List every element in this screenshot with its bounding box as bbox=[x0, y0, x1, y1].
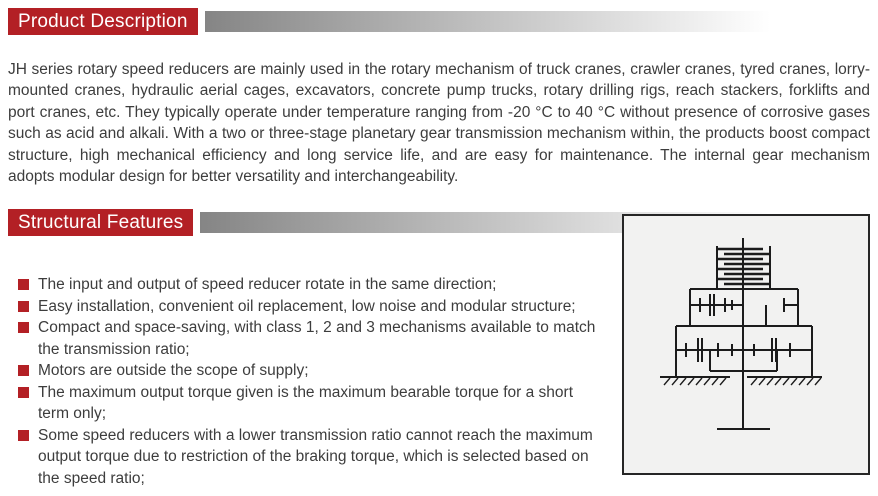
bullet-square-icon bbox=[18, 365, 29, 376]
feature-item bbox=[18, 296, 606, 318]
product-description-title: Product Description bbox=[8, 8, 198, 35]
feature-item-text: Motors are outside the scope of supply; bbox=[38, 362, 309, 379]
feature-item bbox=[18, 274, 606, 296]
structural-features-title: Structural Features bbox=[8, 209, 193, 236]
feature-item-text: Easy installation, convenient oil replacement, low noise and modular structure; bbox=[38, 297, 576, 315]
feature-item bbox=[18, 382, 606, 425]
bullet-square-icon bbox=[18, 301, 29, 312]
product-description-paragraph: JH series rotary speed reducers are mainly used in the rotary mechanism of truck cranes, crawler cranes, tyred cranes, lorry-mounted cranes, hydraulic aerial cages, excavators, concrete pump trucks, rotary drilling rigs, reach stackers, forklifts and port cranes, etc. They typically operate under temperature ranging from -20 °C to 40 °C without presence of corrosive gases such as acid and alkali. With a two or three-stage planetary gear transmission mechanism within, the products boost compact structure, high mechanical efficiency and long service life, and are easy for maintenance. The internal gear mechanism adopts modular design for better versatility and interchangeability. bbox=[8, 61, 870, 186]
bullet-square-icon bbox=[18, 279, 29, 290]
feature-item bbox=[18, 425, 606, 490]
feature-item bbox=[18, 317, 606, 360]
bullet-square-icon bbox=[18, 387, 29, 398]
feature-item-text: Compact and space-saving, with class 1, 2 and 3 mechanisms available to match the transmission ratio; bbox=[38, 319, 596, 358]
diagram-panel bbox=[622, 214, 870, 475]
feature-item-text: The input and output of speed reducer rotate in the same direction; bbox=[38, 276, 497, 293]
header-gradient-bar bbox=[205, 11, 870, 32]
bullet-square-icon bbox=[18, 430, 29, 441]
bullet-square-icon bbox=[18, 322, 29, 333]
structural-features-list bbox=[18, 274, 606, 489]
feature-item-text: The maximum output torque given is the maximum bearable torque for a short term only; bbox=[38, 383, 574, 422]
feature-item bbox=[18, 360, 606, 382]
planetary-gear-schematic bbox=[624, 216, 868, 473]
section-header-product-description bbox=[8, 8, 870, 35]
feature-item-text: Some speed reducers with a lower transmission ratio cannot reach the maximum output torque due to restriction of the braking torque, which is selected based on the speed ratio; bbox=[38, 426, 593, 487]
